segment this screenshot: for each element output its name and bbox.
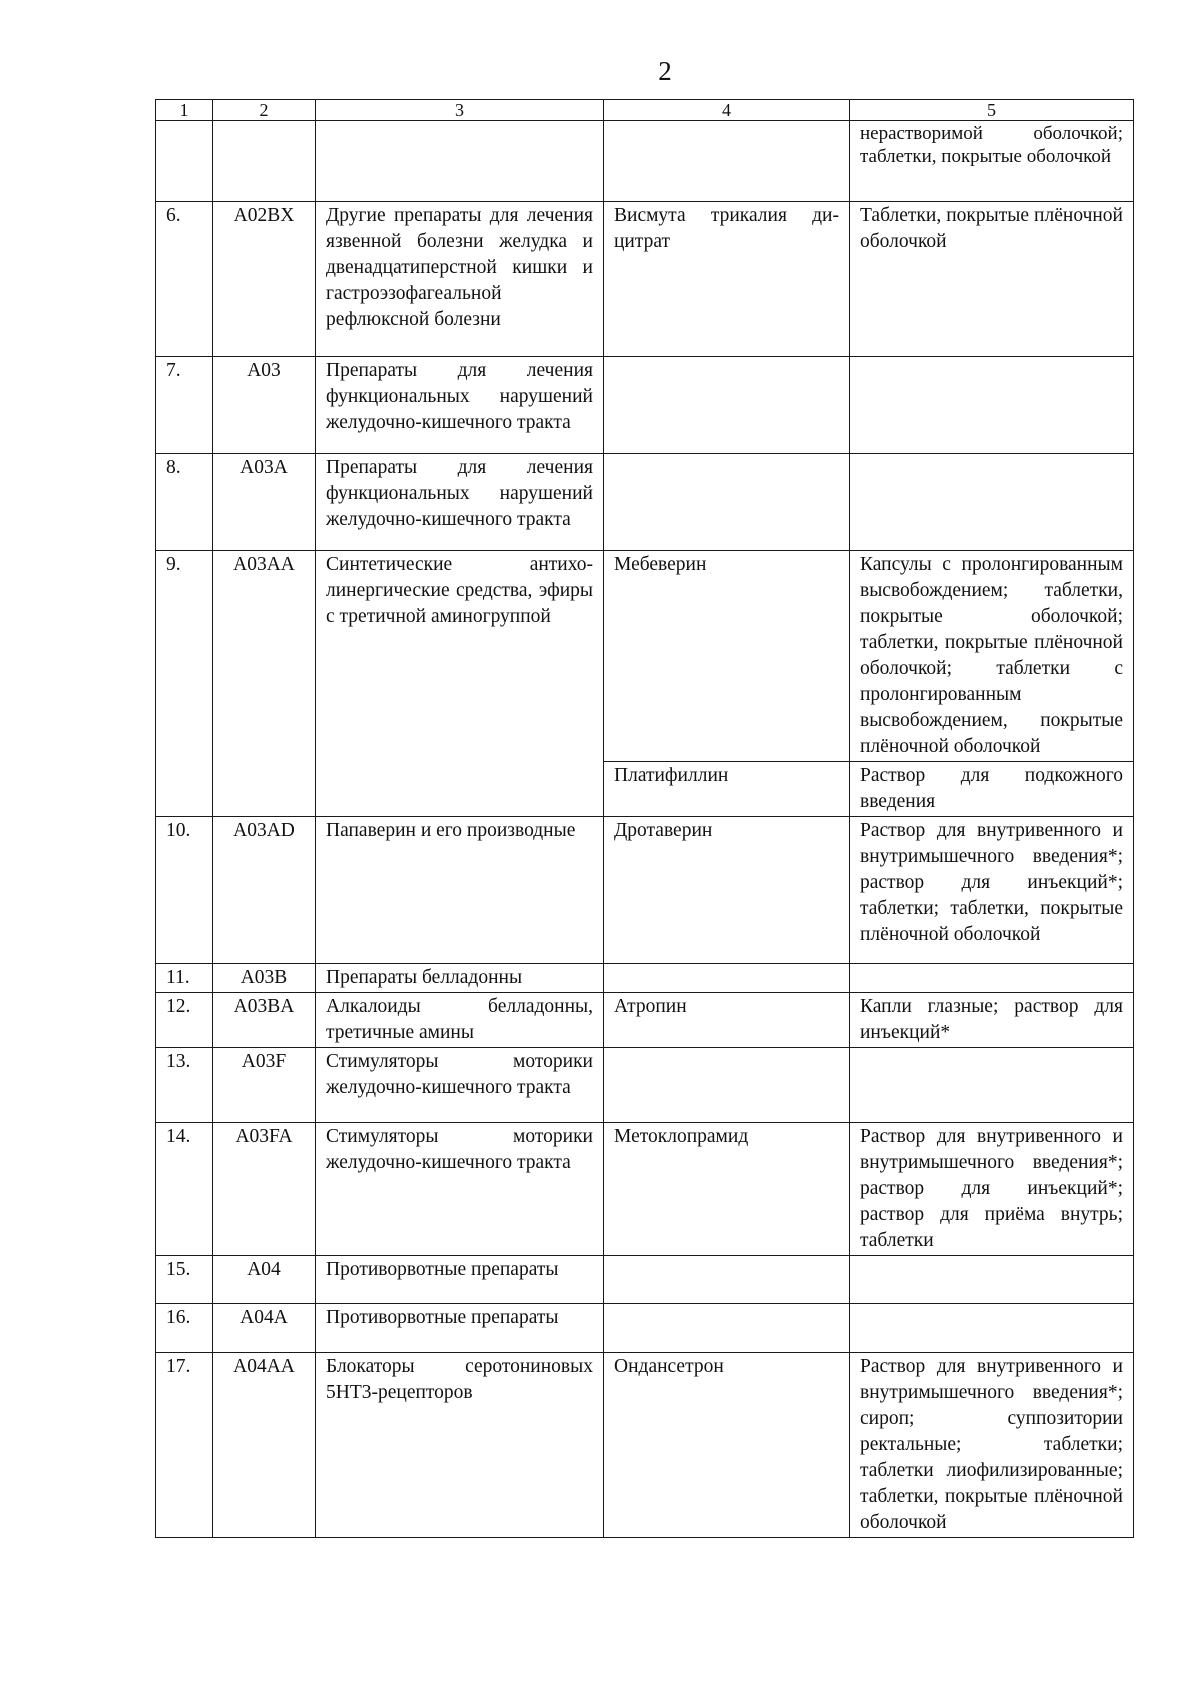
dosage-forms: Таблетки, покрытые плёночной оболочкой <box>850 202 1134 357</box>
table-row <box>156 964 1134 993</box>
row-number: 7. <box>156 357 213 454</box>
cell-group <box>316 121 604 202</box>
cell-forms: нерастворимой оболочкой; таблетки, покрытые оболочкой <box>850 121 1134 202</box>
header-col-1: 1 <box>156 100 213 121</box>
dosage-forms: Раствор для внутривенного и внутримышечного введения*; сироп; суппозитории ректальные; таблетки; таблетки лиофилизированные; таблетки, покрытые плёночной оболочкой <box>850 1353 1134 1538</box>
drug-table <box>155 99 1134 1538</box>
row-number: 13. <box>156 1048 213 1123</box>
row-number: 6. <box>156 202 213 357</box>
group-description: Другие препараты для лечения язвенной болезни желудка и двенадцатиперстной кишки и гастроэзофагеальной рефлюксной болезни <box>316 202 604 357</box>
table-row <box>156 357 1134 454</box>
drug-name: Дротаверин <box>604 817 850 964</box>
atc-code: A04 <box>213 1256 316 1304</box>
atc-code: A04A <box>213 1304 316 1353</box>
group-description: Блокаторы серотониновых 5HT3-рецепторов <box>316 1353 604 1538</box>
drug-name <box>604 1048 850 1123</box>
drug-name: Висмута трикалия дицитрат <box>604 202 850 357</box>
dosage-forms <box>850 454 1134 551</box>
dosage-forms: Капсулы с пролонгированным высвобождением; таблетки, покрытые оболочкой; таблетки, покрытые плёночной оболочкой; таблетки с пролонгированным высвобождением, покрытые плёночной оболочкой <box>850 551 1134 762</box>
drug-name: Метоклопрамид <box>604 1123 850 1256</box>
row-number: 16. <box>156 1304 213 1353</box>
group-description: Папаверин и его производные <box>316 817 604 964</box>
table-row <box>156 1304 1134 1353</box>
atc-code: A03FA <box>213 1123 316 1256</box>
drug-name <box>604 964 850 993</box>
row-number: 9. <box>156 551 213 817</box>
table-row <box>156 1353 1134 1538</box>
row-number: 17. <box>156 1353 213 1538</box>
drug-name <box>604 357 850 454</box>
row-number: 8. <box>156 454 213 551</box>
cell-drug <box>604 121 850 202</box>
drug-name <box>604 1304 850 1353</box>
group-description: Стимуляторы моторики желудочно-кишечного тракта <box>316 1123 604 1256</box>
group-description: Стимуляторы моторики желудочно-кишечного тракта <box>316 1048 604 1123</box>
dosage-forms <box>850 1256 1134 1304</box>
group-description: Препараты для лечения функциональных нарушений желудочно-кишечного тракта <box>316 454 604 551</box>
dosage-forms <box>850 1048 1134 1123</box>
atc-code: A03AA <box>213 551 316 817</box>
drug-name: Атропин <box>604 993 850 1048</box>
header-col-4: 4 <box>604 100 850 121</box>
group-description: Противорвотные препараты <box>316 1304 604 1353</box>
dosage-forms: Раствор для внутривенного и внутримышечного введения*; раствор для инъекций*; таблетки; таблетки, покрытые плёночной оболочкой <box>850 817 1134 964</box>
group-description: Алкалоиды белладонны, третичные амины <box>316 993 604 1048</box>
page-number: 2 <box>658 56 672 86</box>
dosage-forms <box>850 357 1134 454</box>
atc-code: A04AA <box>213 1353 316 1538</box>
header-col-2: 2 <box>213 100 316 121</box>
drug-name <box>604 1256 850 1304</box>
table-row <box>156 202 1134 357</box>
table-row <box>156 1256 1134 1304</box>
header-row <box>156 100 1134 121</box>
drug-name: Ондансетрон <box>604 1353 850 1538</box>
atc-code: A03A <box>213 454 316 551</box>
dosage-forms <box>850 1304 1134 1353</box>
group-description: Противорвотные препараты <box>316 1256 604 1304</box>
row-number: 12. <box>156 993 213 1048</box>
cell-code <box>213 121 316 202</box>
cell-num <box>156 121 213 202</box>
atc-code: A03 <box>213 357 316 454</box>
row-number: 10. <box>156 817 213 964</box>
drug-name <box>604 454 850 551</box>
group-description: Препараты белладонны <box>316 964 604 993</box>
table-row <box>156 1048 1134 1123</box>
table-row <box>156 454 1134 551</box>
header-col-5: 5 <box>850 100 1134 121</box>
table-row <box>156 817 1134 964</box>
table-row <box>156 1123 1134 1256</box>
dosage-forms: Капли глазные; раствор для инъекций* <box>850 993 1134 1048</box>
atc-code: A02BX <box>213 202 316 357</box>
drug-name: Платифиллин <box>604 762 850 817</box>
group-description: Синтетические антихолинергические средства, эфиры с третичной аминогруппой <box>316 551 604 817</box>
table-row <box>156 993 1134 1048</box>
row-number: 11. <box>156 964 213 993</box>
group-description: Препараты для лечения функциональных нарушений желудочно-кишечного тракта <box>316 357 604 454</box>
dosage-forms: Раствор для внутривенного и внутримышечного введения*; раствор для инъекций*; раствор для приёма внутрь; таблетки <box>850 1123 1134 1256</box>
table-row <box>156 551 1134 762</box>
drug-name: Мебеверин <box>604 551 850 762</box>
atc-code: A03BA <box>213 993 316 1048</box>
atc-code: A03AD <box>213 817 316 964</box>
dosage-forms: Раствор для подкожного введения <box>850 762 1134 817</box>
atc-code: A03F <box>213 1048 316 1123</box>
atc-code: A03B <box>213 964 316 993</box>
row-number: 14. <box>156 1123 213 1256</box>
header-col-3: 3 <box>316 100 604 121</box>
continuation-row <box>156 121 1134 202</box>
row-number: 15. <box>156 1256 213 1304</box>
dosage-forms <box>850 964 1134 993</box>
